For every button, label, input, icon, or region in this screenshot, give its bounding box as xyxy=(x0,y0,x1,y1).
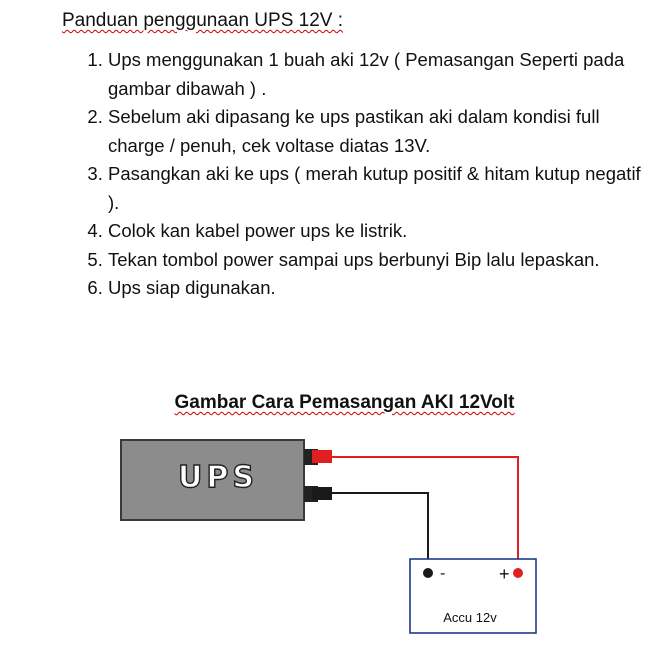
step-5: 5. Tekan tombol power sampai ups berbunyi Bip lalu lepaskan. xyxy=(108,246,648,275)
step-3: 3. Pasangkan aki ke ups ( merah kutup positif & hitam kutup negatif ). xyxy=(108,160,648,217)
step-4: 4. Colok kan kabel power ups ke listrik. xyxy=(108,217,648,246)
step-2: 2. Sebelum aki dipasang ke ups pastikan aki dalam kondisi full charge / penuh, cek voltase diatas 13V. xyxy=(108,103,648,160)
figure-title-text: Gambar Cara Pemasangan AKI 12Volt xyxy=(174,392,515,413)
negative-terminal xyxy=(423,568,433,578)
step-6: 6. Ups siap digunakan. xyxy=(108,274,648,303)
plus-symbol: + xyxy=(499,564,510,584)
positive-terminal xyxy=(513,568,523,578)
battery-label: Accu 12v xyxy=(443,610,497,625)
step-1: 1. Ups menggunakan 1 buah aki 12v ( Pemasangan Seperti pada gambar dibawah ) . xyxy=(108,46,648,103)
page-heading: Panduan penggunaan UPS 12V : xyxy=(62,10,344,31)
red-wire xyxy=(332,457,518,572)
minus-symbol: - xyxy=(440,565,446,582)
black-plug xyxy=(312,487,332,500)
red-plug xyxy=(312,450,332,463)
ups-label: UPS xyxy=(178,460,258,495)
